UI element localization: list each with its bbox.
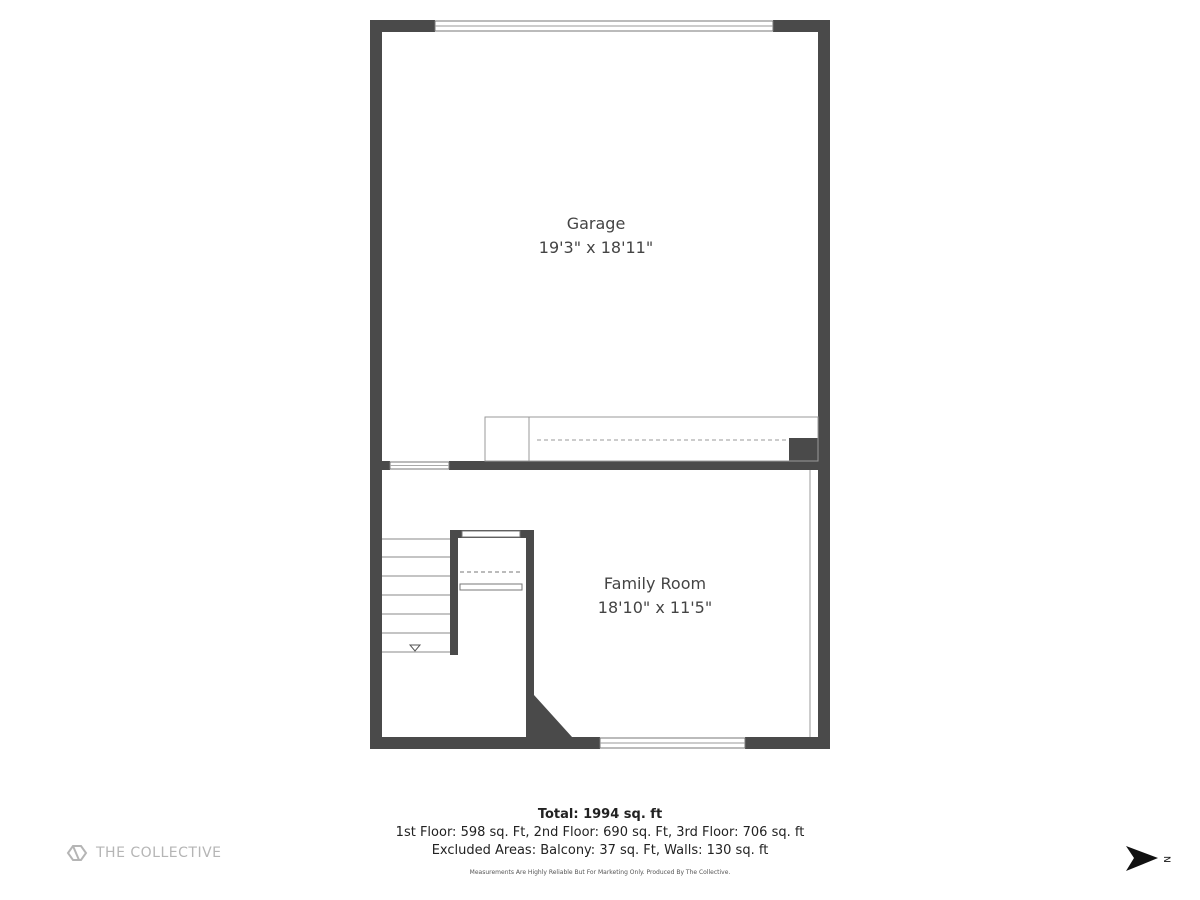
wall-bottom-right [745,737,830,749]
area-summary [396,806,805,860]
family-room-label [598,572,712,620]
excluded-areas: Excluded Areas: Balcony: 37 sq. Ft, Walls: 130 sq. ft [431,843,769,858]
garage-label [539,212,653,260]
north-label: N [1161,856,1171,863]
wall-right-upper [818,20,830,470]
garage-dimensions: 19'3" x 18'11" [538,238,654,257]
wall-right-lower [818,470,830,749]
brand-logo [66,844,222,862]
garage-shelf [485,417,818,461]
garage-interior-door [390,462,449,469]
stair-closet-walls [450,530,572,737]
garage-name: Garage [566,214,626,233]
brand-name: THE COLLECTIVE [96,845,222,861]
north-compass [1124,844,1174,879]
wall-left [370,20,382,749]
total-area: Total: 1994 sq. ft [537,807,663,822]
garage-door-window [435,21,773,31]
family-room-name: Family Room [603,574,707,593]
collective-logo-icon [66,844,88,862]
north-arrow-icon [1126,846,1158,871]
exterior-walls [370,20,830,749]
stair-direction-arrow-icon [410,645,420,651]
disclaimer: Measurements Are Highly Reliable But For Marketing Only. Produced By The Collective. [469,869,731,876]
staircase [382,539,450,652]
family-room-dimensions: 18'10" x 11'5" [597,598,713,617]
bottom-window [600,738,745,748]
floor-areas: 1st Floor: 598 sq. Ft, 2nd Floor: 690 sq. Ft, 3rd Floor: 706 sq. ft [395,825,805,840]
wall-bottom-left [370,737,600,749]
closet-shelves [460,531,522,590]
